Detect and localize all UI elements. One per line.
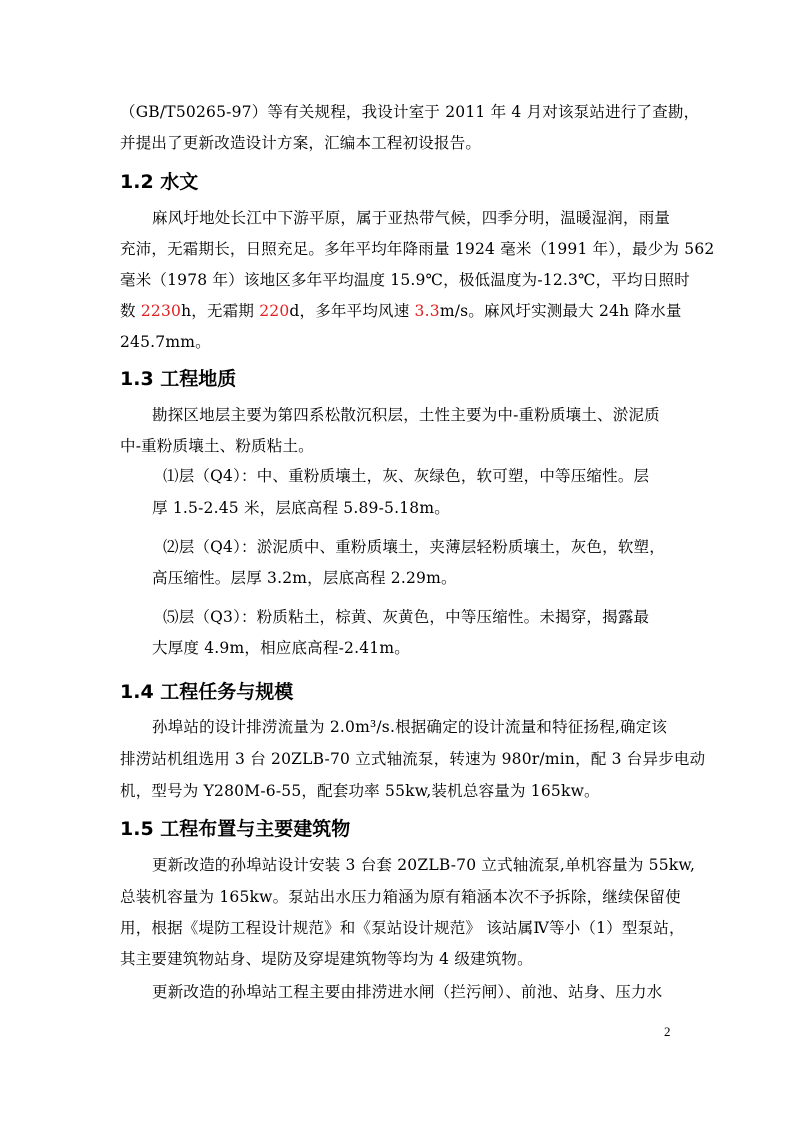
body-line: 并提出了更新改造设计方案，汇编本工程初设报告。 [120,134,482,152]
body-line: 毫米（1978 年）该地区多年平均温度 15.9℃，极低温度为-12.3℃，平均日照时 [120,271,690,289]
body-line: 麻风圩地处长江中下游平原，属于亚热带气候，四季分明，温暖湿润，雨量 [152,209,671,227]
body-line: 245.7mm。 [120,333,211,351]
page-number: 2 [664,1024,671,1039]
section-heading-1-3: 1.3 工程地质 [120,368,237,390]
text-run: 数 [120,302,141,320]
body-line: 其主要建筑物站身、堤防及穿堤建筑物等均为 4 级建筑物。 [120,950,533,968]
body-line [120,301,682,321]
body-line: ⑵层（Q4）：淤泥质中、重粉质壤土，夹薄层轻粉质壤土，灰色，软塑， [163,538,665,556]
frost-free-days-value: 220 [259,302,290,320]
body-line: 更新改造的孙埠站设计安装 3 台套 20ZLB-70 立式轴流泵,单机容量为 55kw, [152,856,696,874]
body-line: （GB/T50265-97）等有关规程，我设计室于 2011 年 4 月对该泵站进行了查勘， [120,103,700,121]
text-run: d，多年平均风速 [289,302,415,320]
section-heading-1-5: 1.5 工程布置与主要建筑物 [120,818,351,840]
body-line: 排涝站机组选用 3 台 20ZLB-70 立式轴流泵，转速为 980r/min，配 3 台异步电动 [120,750,706,768]
body-line: 机，型号为 Y280M-6-55，配套功率 55kw,装机总容量为 165kw。 [120,782,600,800]
sunshine-hours-value: 2230 [140,302,182,320]
body-line: ⑸层（Q3）：粉质粘土，棕黄、灰黄色，中等压缩性。未揭穿，揭露最 [163,608,650,626]
section-heading-1-2: 1.2 水文 [120,171,199,193]
body-line: 充沛，无霜期长，日照充足。多年平均年降雨量 1924 毫米（1991 年），最少为 562 [120,240,715,258]
text-run: m/s。麻风圩实测最大 24h 降水量 [439,302,682,320]
text-run: h，无霜期 [181,302,260,320]
body-line: 厚 1.5-2.45 米，层底高程 5.89-5.18m。 [152,499,450,517]
body-line: 高压缩性。层厚 3.2m，层底高程 2.29m。 [152,569,457,587]
body-line: ⑴层（Q4）：中、重粉质壤土，灰、灰绿色，软可塑，中等压缩性。层 [163,467,650,485]
section-heading-1-4: 1.4 工程任务与规模 [120,681,294,703]
body-line: 勘探区地层主要为第四系松散沉积层，土性主要为中-重粉质壤土、淤泥质 [152,406,660,424]
body-line: 大厚度 4.9m，相应底高程-2.41m。 [152,639,410,657]
body-line: 用，根据《堤防工程设计规范》和《泵站设计规范》 该站属Ⅳ等小（1）型泵站， [120,919,685,937]
body-line: 总装机容量为 165kw。泵站出水压力箱涵为原有箱涵本次不予拆除，继续保留使 [120,888,681,906]
body-line: 孙埠站的设计排涝流量为 2.0m³/s.根据确定的设计流量和特征扬程,确定该 [152,718,668,736]
body-line: 更新改造的孙埠站工程主要由排涝进水闸（拦污闸）、前池、站身、压力水 [152,983,663,1001]
wind-speed-value: 3.3 [414,302,440,320]
body-line: 中-重粉质壤土、粉质粘土。 [120,437,314,455]
